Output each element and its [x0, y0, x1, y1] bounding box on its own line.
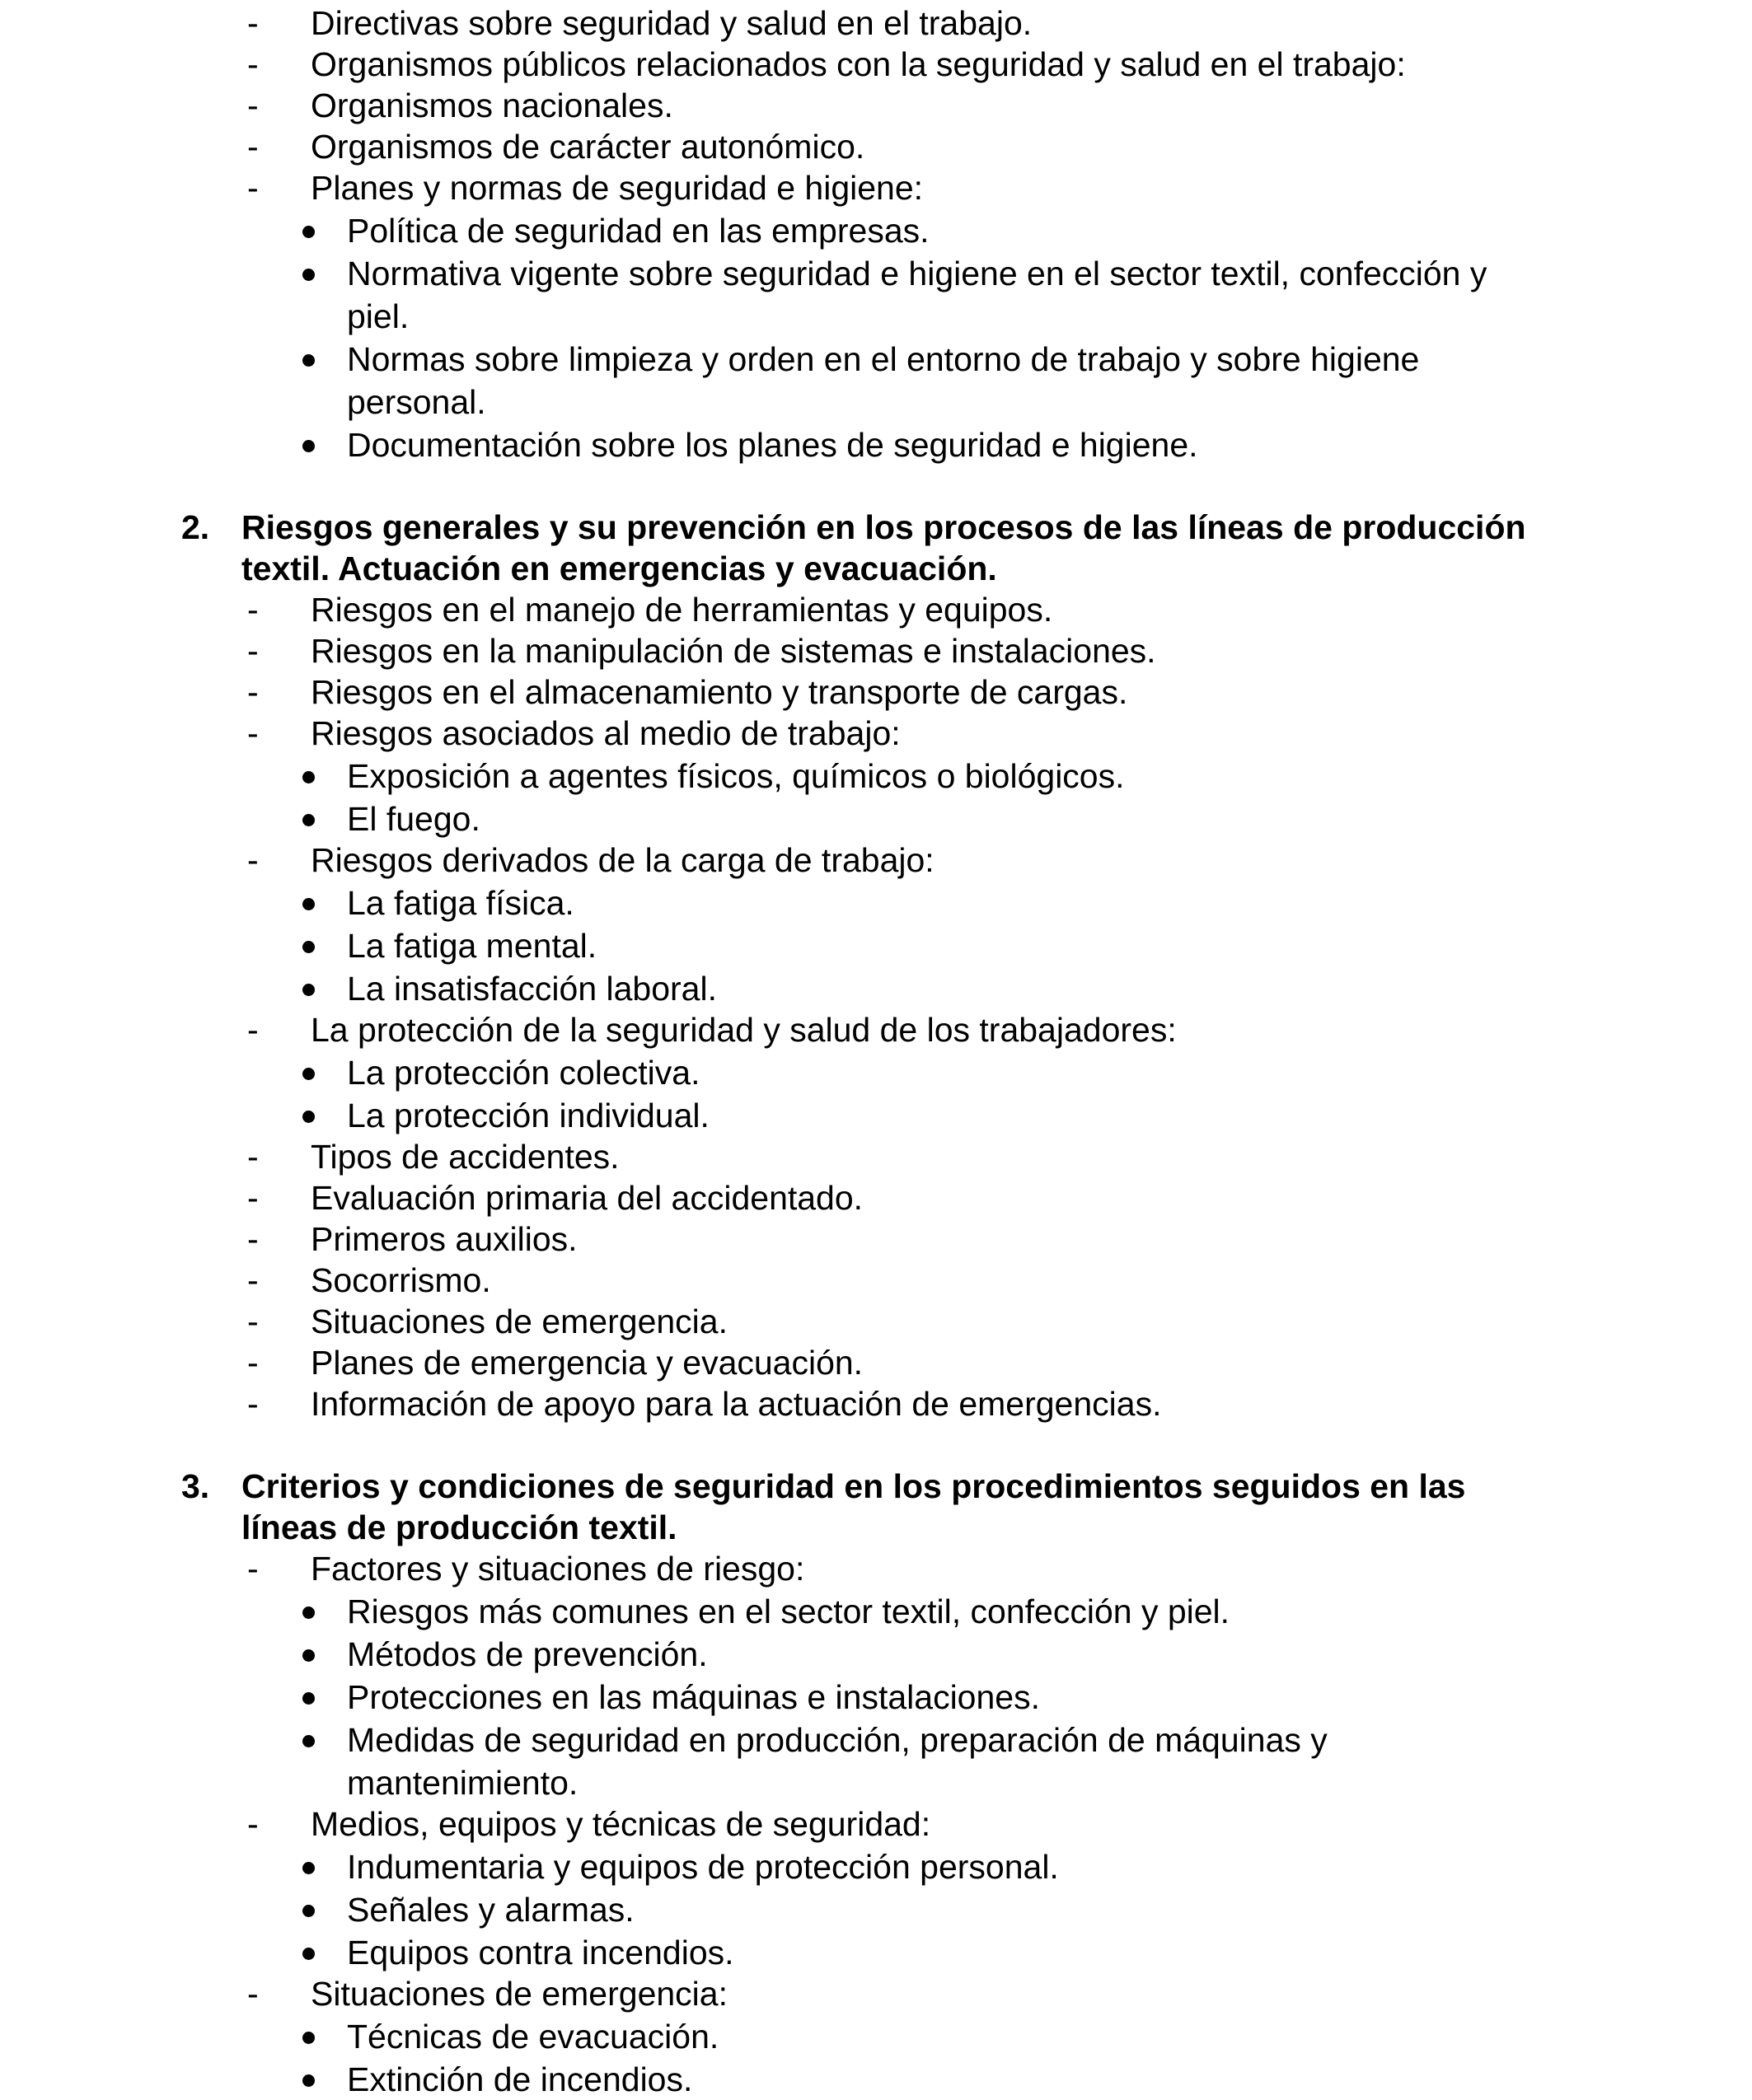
- dash-marker: -: [247, 1303, 259, 1340]
- list-item: Situaciones de emergencia.: [311, 1303, 728, 1340]
- bullet-marker: [302, 814, 315, 826]
- list-item: Planes de emergencia y evacuación.: [311, 1344, 864, 1382]
- list-item: Planes y normas de seguridad e higiene:: [311, 169, 924, 207]
- section-number: 3.: [181, 1467, 210, 1505]
- list-item: Riesgos derivados de la carga de trabajo:: [311, 841, 935, 879]
- bullet-item-line: personal.: [347, 383, 486, 421]
- dash-marker: -: [247, 1385, 259, 1423]
- bullet-item-line: Normas sobre limpieza y orden en el entorno de trabajo y sobre higiene: [347, 340, 1420, 378]
- bullet-marker: [302, 1948, 315, 1960]
- bullet-marker: [302, 1905, 315, 1917]
- list-item: Riesgos en la manipulación de sistemas e instalaciones.: [311, 632, 1156, 670]
- section-heading-line: textil. Actuación en emergencias y evacuación.: [241, 550, 997, 587]
- bullet-item-line: Medidas de seguridad en producción, preparación de máquinas y: [347, 1721, 1328, 1759]
- bullet-item-line: mantenimiento.: [347, 1764, 579, 1802]
- bullet-item-line: Señales y alarmas.: [347, 1891, 635, 1929]
- dash-marker: -: [247, 1138, 259, 1176]
- bullet-marker: [302, 898, 315, 910]
- bullet-marker: [302, 440, 315, 452]
- bullet-item-line: Exposición a agentes físicos, químicos o biológicos.: [347, 757, 1125, 795]
- bullet-item-line: Equipos contra incendios.: [347, 1934, 734, 1971]
- list-item: Tipos de accidentes.: [311, 1138, 620, 1176]
- bullet-marker: [302, 1692, 315, 1705]
- bullet-marker: [302, 984, 315, 996]
- bullet-marker: [302, 2032, 315, 2044]
- dash-marker: -: [247, 1011, 259, 1049]
- dash-marker: -: [247, 1805, 259, 1843]
- dash-marker: -: [247, 714, 259, 752]
- bullet-marker: [302, 1607, 315, 1619]
- dash-marker: -: [247, 128, 259, 166]
- section-heading-line: Riesgos generales y su prevención en los procesos de las líneas de producción: [241, 508, 1526, 546]
- dash-marker: -: [247, 1344, 259, 1382]
- bullet-marker: [302, 354, 315, 367]
- bullet-marker: [302, 269, 315, 281]
- list-item: Riesgos en el almacenamiento y transporte de cargas.: [311, 673, 1128, 711]
- bullet-marker: [302, 941, 315, 953]
- bullet-item-line: El fuego.: [347, 800, 480, 838]
- dash-marker: -: [247, 45, 259, 83]
- list-item: Directivas sobre seguridad y salud en el trabajo.: [311, 4, 1033, 42]
- bullet-item-line: La insatisfacción laboral.: [347, 970, 717, 1008]
- list-item: Factores y situaciones de riesgo:: [311, 1550, 805, 1588]
- bullet-marker: [302, 2074, 315, 2087]
- list-item: Evaluación primaria del accidentado.: [311, 1179, 864, 1217]
- list-item: Organismos de carácter autonómico.: [311, 128, 865, 166]
- bullet-marker: [302, 226, 315, 238]
- list-item: Medios, equipos y técnicas de seguridad:: [311, 1805, 931, 1843]
- dash-marker: -: [247, 673, 259, 711]
- dash-marker: -: [247, 1261, 259, 1299]
- dash-marker: -: [247, 87, 259, 124]
- bullet-item-line: La fatiga física.: [347, 884, 574, 922]
- bullet-marker: [302, 771, 315, 783]
- dash-marker: -: [247, 841, 259, 879]
- list-item: Situaciones de emergencia:: [311, 1975, 728, 2013]
- dash-marker: -: [247, 591, 259, 629]
- bullet-item-line: piel.: [347, 297, 410, 335]
- bullet-item-line: Técnicas de evacuación.: [347, 2018, 719, 2056]
- dash-marker: -: [247, 1179, 259, 1217]
- section-number: 2.: [181, 508, 210, 546]
- bullet-item-line: Extinción de incendios.: [347, 2060, 693, 2098]
- list-item: La protección de la seguridad y salud de los trabajadores:: [311, 1011, 1177, 1049]
- list-item: Riesgos asociados al medio de trabajo:: [311, 714, 901, 752]
- section-heading-line: líneas de producción textil.: [241, 1508, 677, 1546]
- list-item: Socorrismo.: [311, 1261, 491, 1299]
- bullet-item-line: La protección colectiva.: [347, 1054, 700, 1092]
- bullet-marker: [302, 1649, 315, 1662]
- dash-marker: -: [247, 1220, 259, 1258]
- bullet-marker: [302, 1862, 315, 1874]
- bullet-item-line: La protección individual.: [347, 1097, 710, 1134]
- dash-marker: -: [247, 169, 259, 207]
- dash-marker: -: [247, 1550, 259, 1588]
- list-item: Primeros auxilios.: [311, 1220, 578, 1258]
- dash-marker: -: [247, 4, 259, 42]
- bullet-marker: [302, 1111, 315, 1123]
- bullet-item-line: Documentación sobre los planes de seguridad e higiene.: [347, 426, 1198, 464]
- section-heading-line: Criterios y condiciones de seguridad en los procedimientos seguidos en las: [241, 1467, 1466, 1505]
- bullet-item-line: Protecciones en las máquinas e instalaciones.: [347, 1678, 1040, 1716]
- bullet-item-line: Riesgos más comunes en el sector textil, confección y piel.: [347, 1593, 1230, 1630]
- bullet-marker: [302, 1068, 315, 1080]
- bullet-item-line: Política de seguridad en las empresas.: [347, 212, 930, 250]
- list-item: Organismos nacionales.: [311, 87, 673, 124]
- bullet-marker: [302, 1735, 315, 1747]
- dash-marker: -: [247, 632, 259, 670]
- bullet-item-line: Métodos de prevención.: [347, 1635, 708, 1673]
- list-item: Información de apoyo para la actuación de emergencias.: [311, 1385, 1162, 1423]
- bullet-item-line: La fatiga mental.: [347, 927, 597, 965]
- bullet-item-line: Normativa vigente sobre seguridad e higiene en el sector textil, confección y: [347, 255, 1487, 292]
- dash-marker: -: [247, 1975, 259, 2013]
- list-item: Organismos públicos relacionados con la seguridad y salud en el trabajo:: [311, 45, 1406, 83]
- list-item: Riesgos en el manejo de herramientas y equipos.: [311, 591, 1053, 629]
- bullet-item-line: Indumentaria y equipos de protección personal.: [347, 1848, 1059, 1886]
